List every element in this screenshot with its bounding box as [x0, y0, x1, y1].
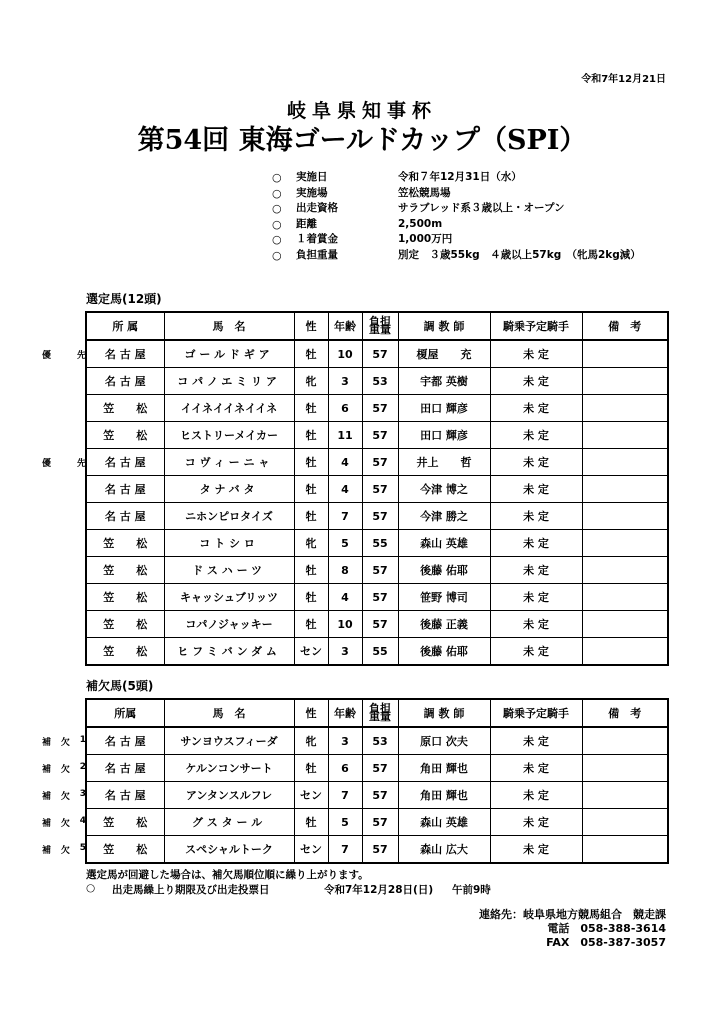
- info-value: 2,500m: [398, 217, 443, 230]
- sex: 牡: [294, 395, 328, 422]
- weight: 57: [362, 395, 398, 422]
- col-age: 年齢: [328, 699, 362, 727]
- col-horse-name: 馬 名: [164, 312, 294, 340]
- table-row: [86, 584, 668, 611]
- sex: 牡: [294, 611, 328, 638]
- tag-char: 補: [42, 819, 52, 829]
- trainer: 森山 英雄: [398, 530, 490, 557]
- horse-name: スペシャルトーク: [164, 836, 294, 864]
- tag-char: 欠: [60, 765, 70, 775]
- info-label: 負担重量: [296, 248, 338, 261]
- remarks: [582, 836, 668, 864]
- age: 7: [328, 782, 362, 809]
- col-sex: 性: [294, 312, 328, 340]
- affiliation: 名 古 屋: [86, 755, 164, 782]
- horse-name: ゴールドギア: [164, 340, 294, 368]
- age: 4: [328, 584, 362, 611]
- weight: 57: [362, 449, 398, 476]
- age: 3: [328, 638, 362, 666]
- bullet-circle-icon: ○: [272, 248, 282, 262]
- table-row: [86, 368, 668, 395]
- age: 4: [328, 449, 362, 476]
- horse-name: コトシロ: [164, 530, 294, 557]
- contact-block: [479, 908, 666, 950]
- horse-name: ケルンコンサート: [164, 755, 294, 782]
- jockey: 未 定: [490, 727, 582, 755]
- info-label: 実施場: [296, 186, 328, 199]
- trainer: 角田 輝也: [398, 755, 490, 782]
- jockey: 未 定: [490, 476, 582, 503]
- weight: 57: [362, 422, 398, 449]
- table-row: [86, 755, 668, 782]
- selected-section-label: 選定馬(12頭): [86, 292, 162, 306]
- affiliation: 名 古 屋: [86, 782, 164, 809]
- horse-name: タナバタ: [164, 476, 294, 503]
- tag-char: 補: [42, 765, 52, 775]
- bullet-circle-icon: ○: [272, 233, 282, 246]
- horse-name: ヒフミバンダム: [164, 638, 294, 666]
- affiliation: 笠 松: [86, 530, 164, 557]
- trainer: 角田 輝也: [398, 782, 490, 809]
- horse-name: コヴィーニャ: [164, 449, 294, 476]
- table-row: [86, 449, 668, 476]
- jockey: 未 定: [490, 584, 582, 611]
- table-row: [86, 340, 668, 368]
- col-horse-name: 馬 名: [164, 699, 294, 727]
- affiliation: 笠 松: [86, 638, 164, 666]
- issue-date: 令和7年12月21日: [581, 74, 666, 85]
- remarks: [582, 503, 668, 530]
- jockey: 未 定: [490, 530, 582, 557]
- horse-name: アンタンスルフレ: [164, 782, 294, 809]
- tag-char: 補: [42, 738, 52, 748]
- weight: 57: [362, 557, 398, 584]
- affiliation: 笠 松: [86, 584, 164, 611]
- reserve-horses-table: [85, 698, 669, 864]
- bullet-circle-icon: ○: [272, 202, 282, 215]
- age: 5: [328, 809, 362, 836]
- sex: セン: [294, 782, 328, 809]
- sex: 牡: [294, 422, 328, 449]
- reserve-rank-tag: [42, 735, 86, 748]
- info-value: 別定 ３歳55kg ４歳以上57kg （牝馬2kg減）: [398, 248, 641, 261]
- age: 7: [328, 836, 362, 864]
- sex: 牡: [294, 340, 328, 368]
- tag-char: 先: [76, 459, 86, 469]
- jockey: 未 定: [490, 503, 582, 530]
- weight: 57: [362, 836, 398, 864]
- col-trainer: 調 教 師: [398, 312, 490, 340]
- affiliation: 名 古 屋: [86, 449, 164, 476]
- tag-char: 優: [42, 351, 52, 361]
- weight: 55: [362, 638, 398, 666]
- info-label: 出走資格: [296, 202, 338, 214]
- reserve-rank-tag: [42, 816, 86, 829]
- trainer: 今津 博之: [398, 476, 490, 503]
- withdrawal-note: 選定馬が回避した場合は、補欠馬順位順に繰り上がります。: [86, 869, 369, 881]
- trainer: 井上 哲: [398, 449, 490, 476]
- trainer: 後藤 佑耶: [398, 557, 490, 584]
- info-row: [272, 232, 641, 248]
- priority-tag: [42, 348, 86, 361]
- col-sex: 性: [294, 699, 328, 727]
- sex: 牝: [294, 530, 328, 557]
- table-row: [86, 727, 668, 755]
- info-label: 距離: [296, 217, 317, 230]
- reserve-rank-tag: [42, 843, 86, 856]
- jockey: 未 定: [490, 449, 582, 476]
- trainer: 田口 輝彦: [398, 422, 490, 449]
- sex: 牡: [294, 503, 328, 530]
- remarks: [582, 422, 668, 449]
- trainer: 森山 英雄: [398, 809, 490, 836]
- contact-org: 連絡先：岐阜県地方競馬組合 競走課: [479, 908, 666, 921]
- remarks: [582, 755, 668, 782]
- col-affiliation: 所 属: [86, 312, 164, 340]
- weight: 53: [362, 368, 398, 395]
- tag-char: 1: [79, 735, 86, 745]
- info-row: [272, 186, 641, 202]
- weight: 57: [362, 782, 398, 809]
- weight: 57: [362, 503, 398, 530]
- deadline-label: 出走馬繰上り期限及び出走投票日: [112, 884, 270, 896]
- age: 10: [328, 611, 362, 638]
- horse-name: グスタール: [164, 809, 294, 836]
- trainer: 田口 輝彦: [398, 395, 490, 422]
- tag-char: 優: [42, 459, 52, 469]
- affiliation: 名 古 屋: [86, 727, 164, 755]
- age: 8: [328, 557, 362, 584]
- col-affiliation: 所属: [86, 699, 164, 727]
- weight: 57: [362, 584, 398, 611]
- weight: 57: [362, 809, 398, 836]
- remarks: [582, 782, 668, 809]
- tag-char: 欠: [60, 819, 70, 829]
- age: 3: [328, 368, 362, 395]
- info-row: [272, 170, 641, 186]
- age: 4: [328, 476, 362, 503]
- deadline-note: [86, 882, 491, 897]
- jockey: 未 定: [490, 368, 582, 395]
- table-row: [86, 422, 668, 449]
- deadline-date: 令和7年12月28日(日): [324, 884, 434, 896]
- sex: 牝: [294, 368, 328, 395]
- age: 11: [328, 422, 362, 449]
- jockey: 未 定: [490, 809, 582, 836]
- tag-char: 補: [42, 846, 52, 856]
- tag-char: 補: [42, 792, 52, 802]
- horse-name: ドスハーツ: [164, 557, 294, 584]
- bullet-circle-icon: ○: [86, 882, 96, 894]
- reserve-rank-tag: [42, 789, 86, 802]
- tag-char: 欠: [60, 792, 70, 802]
- table-row: [86, 638, 668, 666]
- trainer: 笹野 博司: [398, 584, 490, 611]
- col-remarks: 備 考: [582, 699, 668, 727]
- sex: 牝: [294, 727, 328, 755]
- info-value: 令和７年12月31日（水）: [398, 171, 522, 183]
- col-remarks: 備 考: [582, 312, 668, 340]
- affiliation: 名 古 屋: [86, 368, 164, 395]
- jockey: 未 定: [490, 422, 582, 449]
- age: 6: [328, 395, 362, 422]
- weight: 53: [362, 727, 398, 755]
- table-row: [86, 557, 668, 584]
- table-row: [86, 476, 668, 503]
- tag-char: 欠: [60, 846, 70, 856]
- trainer: 宇都 英樹: [398, 368, 490, 395]
- contact-fax: FAX 058-387-3057: [546, 936, 666, 949]
- info-value: サラブレッド系３歳以上・オープン: [398, 202, 565, 214]
- table-header-row: [86, 699, 668, 727]
- table-row: [86, 530, 668, 557]
- trainer: 後藤 正義: [398, 611, 490, 638]
- trainer: 今津 勝之: [398, 503, 490, 530]
- age: 6: [328, 755, 362, 782]
- horse-name: コパノエミリア: [164, 368, 294, 395]
- jockey: 未 定: [490, 611, 582, 638]
- age: 3: [328, 727, 362, 755]
- age: 10: [328, 340, 362, 368]
- sex: 牡: [294, 584, 328, 611]
- horse-name: サンヨウスフィーダ: [164, 727, 294, 755]
- reserve-section-label: 補欠馬(5頭): [86, 679, 154, 693]
- info-row: [272, 217, 641, 233]
- selected-horses-table: [85, 311, 669, 666]
- contact-tel: 電話 058-388-3614: [547, 922, 666, 935]
- table-row: [86, 503, 668, 530]
- col-jockey: 騎乗予定騎手: [490, 699, 582, 727]
- age: 5: [328, 530, 362, 557]
- race-title: 第54回 東海ゴールドカップ（SPⅠ）: [137, 125, 587, 156]
- affiliation: 笠 松: [86, 557, 164, 584]
- tag-char: 2: [79, 762, 86, 772]
- jockey: 未 定: [490, 755, 582, 782]
- remarks: [582, 530, 668, 557]
- remarks: [582, 368, 668, 395]
- race-info-list: [272, 170, 641, 263]
- sex: 牡: [294, 755, 328, 782]
- horse-name: ヒストリーメイカー: [164, 422, 294, 449]
- age: 7: [328, 503, 362, 530]
- jockey: 未 定: [490, 395, 582, 422]
- tag-char: 先: [76, 351, 86, 361]
- affiliation: 笠 松: [86, 611, 164, 638]
- jockey: 未 定: [490, 638, 582, 666]
- affiliation: 笠 松: [86, 809, 164, 836]
- sex: 牡: [294, 557, 328, 584]
- col-jockey: 騎乗予定騎手: [490, 312, 582, 340]
- affiliation: 名 古 屋: [86, 340, 164, 368]
- info-value: 笠松競馬場: [398, 186, 451, 199]
- remarks: [582, 557, 668, 584]
- trainer: 榎屋 充: [398, 340, 490, 368]
- remarks: [582, 395, 668, 422]
- col-trainer: 調 教 師: [398, 699, 490, 727]
- affiliation: 笠 松: [86, 422, 164, 449]
- remarks: [582, 449, 668, 476]
- table-row: [86, 611, 668, 638]
- jockey: 未 定: [490, 782, 582, 809]
- remarks: [582, 809, 668, 836]
- tag-char: 5: [79, 843, 86, 853]
- jockey: 未 定: [490, 836, 582, 864]
- trainer: 後藤 佑耶: [398, 638, 490, 666]
- tag-char: 3: [79, 789, 86, 799]
- affiliation: 名 古 屋: [86, 503, 164, 530]
- table-row: [86, 836, 668, 864]
- weight: 57: [362, 755, 398, 782]
- tag-char: 4: [79, 816, 86, 826]
- table-row: [86, 395, 668, 422]
- weight: 55: [362, 530, 398, 557]
- sex: セン: [294, 638, 328, 666]
- tag-char: 欠: [60, 738, 70, 748]
- horse-name: ニホンピロタイズ: [164, 503, 294, 530]
- affiliation: 笠 松: [86, 395, 164, 422]
- horse-name: イイネイイネイイネ: [164, 395, 294, 422]
- remarks: [582, 638, 668, 666]
- trainer: 森山 広大: [398, 836, 490, 864]
- trainer: 原口 次夫: [398, 727, 490, 755]
- cup-name: 岐阜県知事杯: [286, 100, 437, 122]
- affiliation: 名 古 屋: [86, 476, 164, 503]
- jockey: 未 定: [490, 557, 582, 584]
- weight: 57: [362, 611, 398, 638]
- bullet-circle-icon: ○: [272, 217, 282, 231]
- reserve-rank-tag: [42, 762, 86, 775]
- remarks: [582, 611, 668, 638]
- info-row: [272, 248, 641, 264]
- horse-name: コパノジャッキー: [164, 611, 294, 638]
- remarks: [582, 584, 668, 611]
- table-row: [86, 809, 668, 836]
- weight: 57: [362, 476, 398, 503]
- sex: 牡: [294, 449, 328, 476]
- info-label: １着賞金: [296, 233, 338, 245]
- horse-name: キャッシュブリッツ: [164, 584, 294, 611]
- info-label: 実施日: [296, 171, 328, 183]
- remarks: [582, 340, 668, 368]
- bullet-circle-icon: ○: [272, 186, 282, 200]
- sex: 牡: [294, 476, 328, 503]
- remarks: [582, 727, 668, 755]
- sex: 牡: [294, 809, 328, 836]
- bullet-circle-icon: ○: [272, 171, 282, 184]
- table-row: [86, 782, 668, 809]
- col-age: 年齢: [328, 312, 362, 340]
- sex: セン: [294, 836, 328, 864]
- weight: 57: [362, 340, 398, 368]
- info-row: [272, 201, 641, 217]
- affiliation: 笠 松: [86, 836, 164, 864]
- info-value: 1,000万円: [398, 233, 453, 245]
- jockey: 未 定: [490, 340, 582, 368]
- col-weight: 負担 重量: [362, 312, 398, 340]
- deadline-time: 午前9時: [452, 884, 491, 896]
- remarks: [582, 476, 668, 503]
- priority-tag: [42, 456, 86, 469]
- col-weight: 負担 重量: [362, 699, 398, 727]
- table-header-row: [86, 312, 668, 340]
